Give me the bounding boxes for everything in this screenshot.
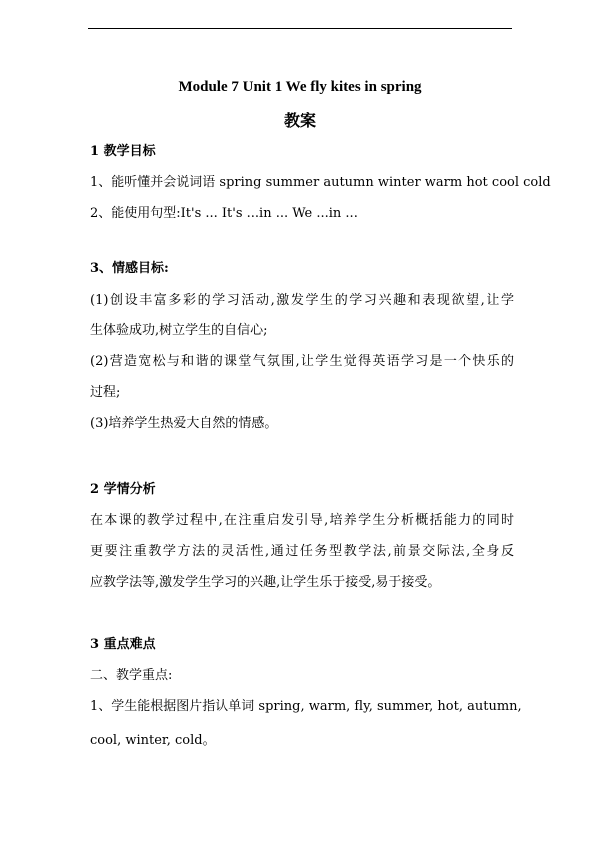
analysis-line-2: 更要注重教学方法的灵活性,通过任务型教学法,前景交际法,全身反 [90,544,514,559]
document-title: Module 7 Unit 1 We fly kites in spring [178,79,422,95]
key-point-line-1: 1、学生能根据图片指认单词 spring, warm, fly, summer, hot, autumn, [90,699,522,714]
section-heading-key-points: 3 重点难点 [90,637,156,652]
key-points-subheading: 二、教学重点: [90,668,173,683]
objective-item-1: 1、能听懂并会说词语 spring summer autumn winter warm hot cool cold [90,175,551,190]
section-heading-objectives: 1 教学目标 [90,144,156,159]
emotion-line-5: (3)培养学生热爱大自然的情感。 [90,416,278,431]
emotion-line-1: (1)创设丰富多彩的学习活动,激发学生的学习兴趣和表现欲望,让学 [90,293,514,308]
section-heading-emotion: 3、情感目标: [90,261,169,276]
header-rule [88,28,512,29]
emotion-line-3: (2)营造宽松与和谐的课堂气氛围,让学生觉得英语学习是一个快乐的 [90,354,514,369]
key-point-line-2: cool, winter, cold。 [90,733,216,748]
section-heading-analysis: 2 学情分析 [90,482,156,497]
analysis-line-3: 应教学法等,激发学生学习的兴趣,让学生乐于接受,易于接受。 [90,575,441,590]
emotion-line-2: 生体验成功,树立学生的自信心; [90,323,268,338]
objective-item-2: 2、能使用句型:It's ... It's ...in ... We ...in ... [90,206,358,221]
analysis-line-1: 在本课的教学过程中,在注重启发引导,培养学生分析概括能力的同时 [90,513,514,528]
document-subtitle: 教案 [283,111,316,130]
emotion-line-4: 过程; [90,385,121,400]
